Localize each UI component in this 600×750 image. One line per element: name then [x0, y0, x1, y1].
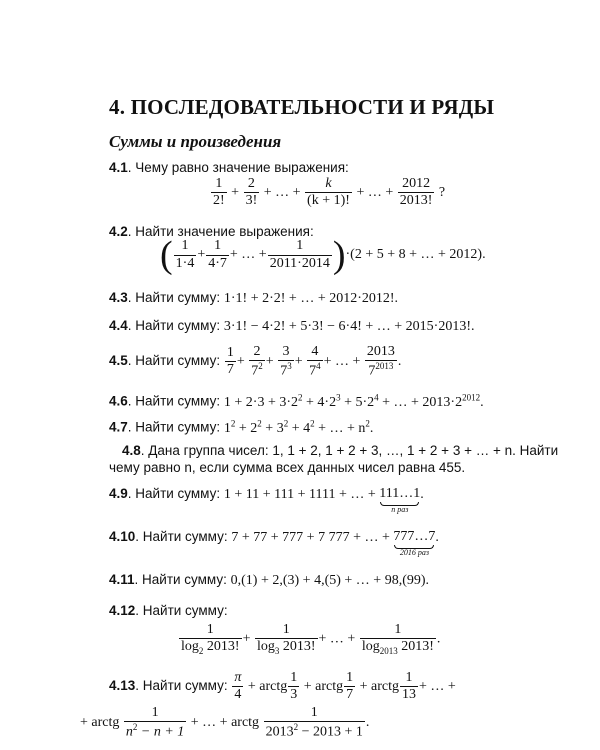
fraction: $\frac{k}{(k + 1)!}$ — [307, 176, 350, 209]
problem-4-2-formula: ( $\frac{1}{1\cdot 4}$ + $\frac{1}{4\cdot 7}$ + … + $\frac{1}{2011\cdot 2014}$ )·(2 + 5 + 8 + … + 2012). — [160, 234, 486, 276]
problem-4-7: 4.7. Найти сумму: $1^2 + 2^2 + 3^2 + 4^2$ + … + $n^2$. — [109, 418, 374, 436]
problem-4-4: 4.4. Найти сумму: 3·1! − 4·2! + 5·3! − 6·4! + … + 2015·2013!. — [109, 318, 475, 334]
problem-4-8-line1: 4.8. Дана группа чисел: 1, 1 + 2, 1 + 2 + 3, …, 1 + 2 + 3 + … + n. Найти — [122, 443, 559, 458]
problem-4-13-line2: + arctg $\frac{1}{n^2 - n + 1}$ + … + arctg $\frac{1}{2013^2 - 2013 + 1}$ . — [80, 705, 370, 740]
problem-text: . Найти значение выражения: — [127, 224, 314, 239]
problem-4-10: 4.10. Найти сумму: 7 + 77 + 777 + 7 777 + … + 777…7 2016 раз . — [109, 529, 439, 557]
fraction: $\frac{1}{2!}$ — [213, 176, 225, 209]
fraction: $\frac{2012}{2013!}$ — [399, 176, 433, 209]
underbrace: 111…1 n раз — [379, 486, 421, 514]
fraction: $\frac{2}{3!}$ — [245, 176, 258, 209]
problem-4-6: 4.6. Найти сумму: $1 + 2\cdot 3 + 3\cdot 2^2 + 4\cdot 2^3 + 5\cdot 2^4$ + … + $2013\cdot 2^{2012}$. — [109, 392, 484, 410]
problem-number: 4.2 — [109, 224, 128, 239]
problem-4-1-formula: $\frac{1}{2!}$ + $\frac{2}{3!}$ + … + $\frac{k}{(k + 1)!}$ + … + $\frac{2012}{2013!}$ ? — [213, 176, 446, 209]
problem-4-9: 4.9. Найти сумму: 1 + 11 + 111 + 1111 + … + 111…1 n раз . — [109, 486, 424, 514]
problem-4-5: 4.5. Найти сумму: $\frac{1}{7}$ + $\frac{2}{7^2}$ + $\frac{3}{7^3}$ + $\frac{4}{7^4}$ + … + $\frac{2013}{7^{2013}}$ . — [109, 344, 402, 379]
problem-4-13-line1: 4.13. Найти сумму: $\frac{\pi}{4}$ + arctg $\frac{1}{3}$ + arctg $\frac{1}{7}$ + arctg $\frac{1}{13}$ + … + — [109, 670, 456, 703]
underbrace: 777…7 2016 раз — [393, 529, 436, 557]
problem-4-12-statement: 4.12. Найти сумму: — [109, 603, 228, 618]
section-title: Суммы и произведения — [109, 132, 282, 151]
chapter-title: 4. ПОСЛЕДОВАТЕЛЬНОСТИ И РЯДЫ — [109, 95, 495, 119]
problem-4-1-statement — [109, 160, 349, 175]
problem-4-12-formula: $\frac{1}{\log_2 2013!}$ + $\frac{1}{\log_3 2013!}$ + … + $\frac{1}{\log_{2013} 2013!}$ . — [181, 622, 441, 656]
problem-text: . Чему равно значение выражения: — [127, 160, 349, 175]
problem-4-8-line2: чему равно n, если сумма всех данных чисел равна 455. — [109, 460, 466, 475]
problem-4-3: 4.3. Найти сумму: 1·1! + 2·2! + … + 2012·2012!. — [109, 290, 399, 306]
problem-number: 4.1 — [109, 160, 128, 175]
problem-4-11: 4.11. Найти сумму: 0,(1) + 2,(3) + 4,(5) + … + 98,(99). — [109, 572, 430, 588]
